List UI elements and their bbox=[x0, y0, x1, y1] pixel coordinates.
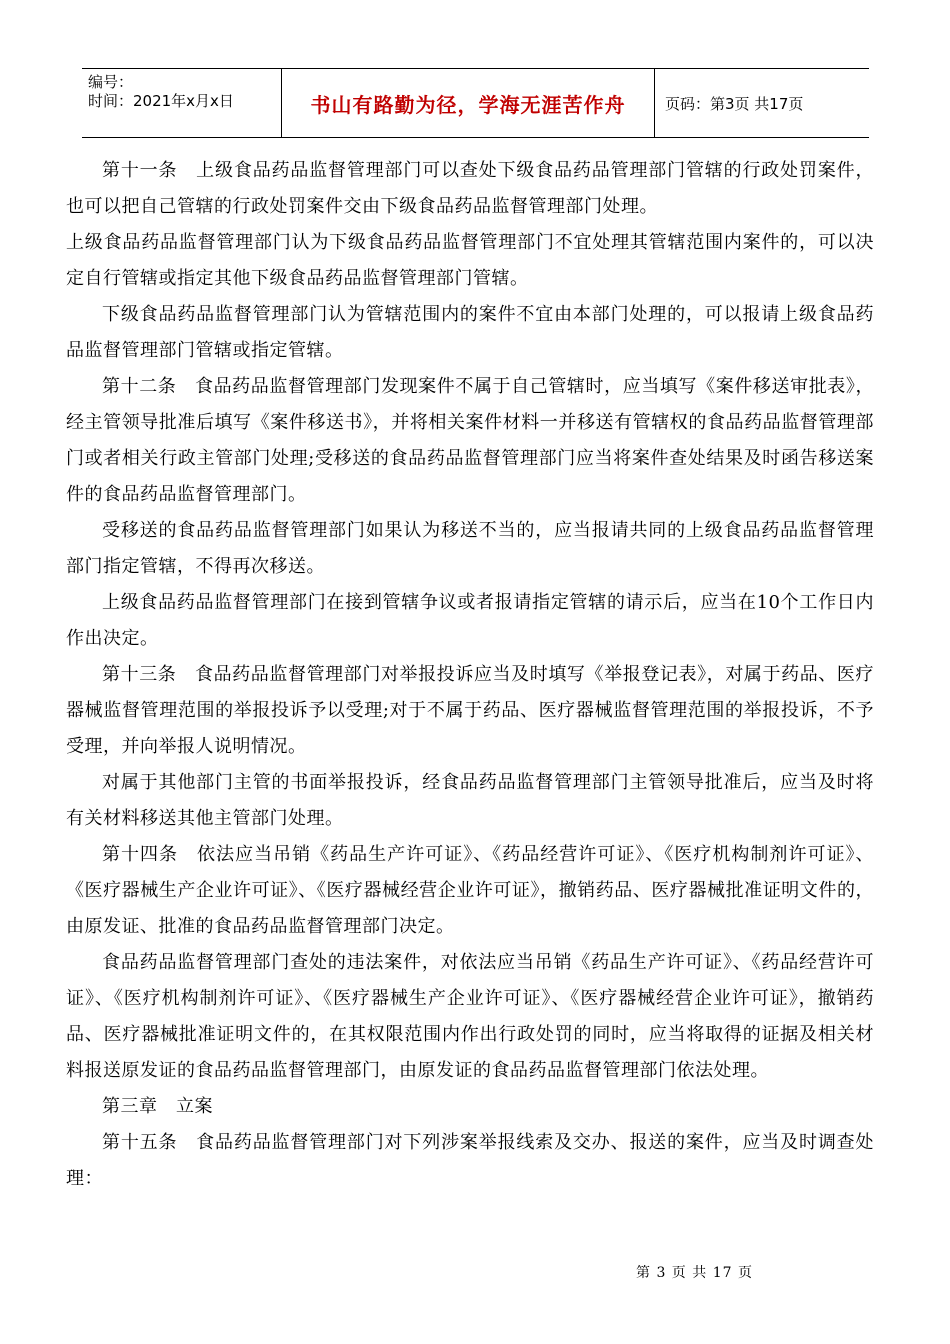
header-motto: 书山有路勤为径，学海无涯苦作舟 bbox=[282, 69, 655, 137]
header-meta-cell bbox=[82, 69, 282, 137]
paragraph: 上级食品药品监督管理部门在接到管辖争议或者报请指定管辖的请示后，应当在10个工作日内作出决定。 bbox=[66, 592, 874, 649]
paragraph-article-11: 第十一条 上级食品药品监督管理部门可以查处下级食品药品管理部门管辖的行政处罚案件，也可以把自己管辖的行政处罚案件交由下级食品药品监督管理部门处理。 bbox=[66, 160, 874, 217]
time-label: 时间：2021年x月x日 bbox=[88, 92, 234, 110]
document-body bbox=[66, 153, 874, 1197]
paragraph: 上级食品药品监督管理部门认为下级食品药品监督管理部门不宜处理其管辖范围内案件的，可以决定自行管辖或指定其他下级食品药品监督管理部门管辖。 bbox=[66, 232, 874, 289]
paragraph: 受移送的食品药品监督管理部门如果认为移送不当的，应当报请共同的上级食品药品监督管理部门指定管辖，不得再次移送。 bbox=[66, 520, 874, 577]
paragraph: 下级食品药品监督管理部门认为管辖范围内的案件不宜由本部门处理的，可以报请上级食品药品监督管理部门管辖或指定管辖。 bbox=[66, 304, 874, 361]
paragraph-article-12: 第十二条 食品药品监督管理部门发现案件不属于自己管辖时，应当填写《案件移送审批表》，经主管领导批准后填写《案件移送书》，并将相关案件材料一并移送有管辖权的食品药品监督管理部门或者相关行政主管部门处理;受移送的食品药品监督管理部门应当将案件查处结果及时函告移送案件的食品药品监督管理部门。 bbox=[66, 376, 874, 505]
page-footer: 第 3 页 共 17 页 bbox=[636, 1265, 753, 1281]
header-page-label: 页码：第3页 共17页 bbox=[665, 94, 804, 113]
paragraph: 对属于其他部门主管的书面举报投诉，经食品药品监督管理部门主管领导批准后，应当及时将有关材料移送其他主管部门处理。 bbox=[66, 772, 874, 829]
paragraph: 食品药品监督管理部门查处的违法案件，对依法应当吊销《药品生产许可证》、《药品经营许可证》、《医疗机构制剂许可证》、《医疗器械生产企业许可证》、《医疗器械经营企业许可证》，撤销药品、医疗器械批准证明文件的，在其权限范围内作出行政处罚的同时，应当将取得的证据及相关材料报送原发证的食品药品监督管理部门，由原发证的食品药品监督管理部门依法处理。 bbox=[66, 952, 874, 1081]
document-header bbox=[82, 68, 869, 138]
paragraph-article-14: 第十四条 依法应当吊销《药品生产许可证》、《药品经营许可证》、《医疗机构制剂许可证》、《医疗器械生产企业许可证》、《医疗器械经营企业许可证》，撤销药品、医疗器械批准证明文件的，由原发证、批准的食品药品监督管理部门决定。 bbox=[66, 844, 874, 937]
code-label: 编号： bbox=[88, 73, 134, 91]
chapter-heading: 第三章 立案 bbox=[102, 1096, 213, 1117]
paragraph-article-15: 第十五条 食品药品监督管理部门对下列涉案举报线索及交办、报送的案件，应当及时调查处理： bbox=[66, 1132, 874, 1189]
paragraph-article-13: 第十三条 食品药品监督管理部门对举报投诉应当及时填写《举报登记表》，对属于药品、医疗器械监督管理范围的举报投诉予以受理;对于不属于药品、医疗器械监督管理范围的举报投诉，不予受理，并向举报人说明情况。 bbox=[66, 664, 874, 757]
